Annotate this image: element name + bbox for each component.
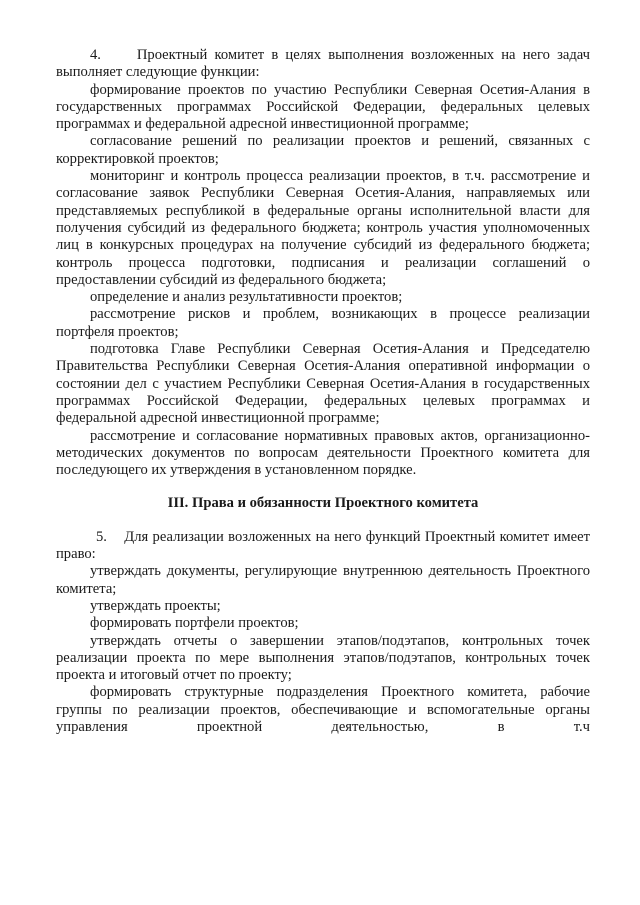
paragraph-function-analysis: определение и анализ результативности проектов;: [90, 289, 403, 306]
paragraph-right-structures: формировать структурные подразделения Проектного комитета, рабочие группы по реализации проектов, обеспечивающие и вспомогательные органы управления проектной деятельностью, в т.ч: [56, 684, 590, 735]
paragraph-right-projects: утверждать проекты;: [90, 597, 221, 614]
paragraph-function-formation: формирование проектов по участию Республики Северная Осетия-Алания в государственных программах Российской Федерации, федеральных целевых программах и федеральной адресной инвестиционной программе;: [56, 81, 590, 133]
paragraph-function-reporting: подготовка Главе Республики Северная Осетия-Алания и Председателю Правительства Республики Северная Осетия-Алания оперативной информации о состоянии дел с участием Республики Северная Осетия-Алания в государственных программах Российской Федерации, федеральных целевых программах и федеральной адресной инвестиционной программе;: [56, 341, 590, 427]
paragraph-item-4: 4. Проектный комитет в целях выполнения возложенных на него задач выполняет следующие функции:: [56, 47, 590, 81]
document-body: [56, 47, 590, 736]
paragraph-function-risks: рассмотрение рисков и проблем, возникающих в процессе реализации портфеля проектов;: [56, 306, 590, 340]
paragraph-function-approval: согласование решений по реализации проектов и решений, связанных с корректировкой проектов;: [56, 133, 590, 167]
paragraph-function-regulations: рассмотрение и согласование нормативных правовых актов, организационно-методических документов по вопросам деятельности Проектного комитета для последующего их утверждения в установленном порядке.: [56, 427, 590, 479]
paragraph-right-portfolios: формировать портфели проектов;: [90, 615, 299, 632]
section-heading: III. Права и обязанности Проектного комитета: [167, 495, 479, 512]
paragraph-function-monitoring: мониторинг и контроль процесса реализации проектов, в т.ч. рассмотрение и согласование заявок Республики Северная Осетия-Алания, направляемых или представляемых республикой в федеральные органы исполнительной власти для получения субсидий из федерального бюджета; контроль участия уполномоченных лиц в конкурсных процедурах на получение субсидий из федерального бюджета; контроль процесса подготовки, подписания и реализации соглашений о предоставлении субсидий из федерального бюджета;: [56, 168, 590, 288]
paragraph-right-documents: утверждать документы, регулирующие внутреннюю деятельность Проектного комитета;: [56, 563, 590, 597]
paragraph-right-reports: утверждать отчеты о завершении этапов/подэтапов, контрольных точек реализации проекта по мере выполнения этапов/подэтапов, контрольных точек проекта и итоговый отчет по проекту;: [56, 632, 590, 684]
paragraph-item-5: 5. Для реализации возложенных на него функций Проектный комитет имеет право:: [56, 528, 590, 563]
